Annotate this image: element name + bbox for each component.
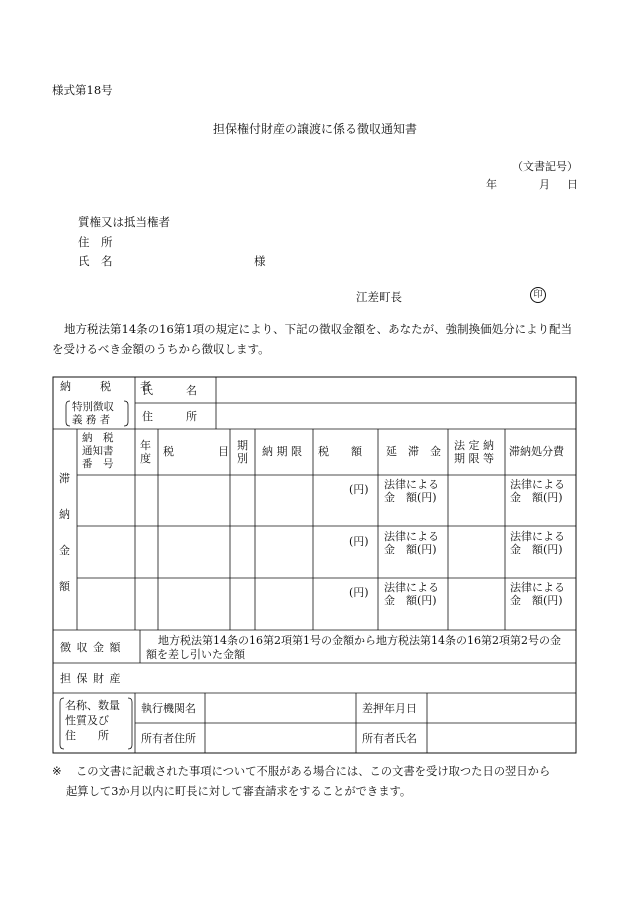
collateral-sub-1: 名称、数量: [65, 699, 120, 712]
col-notice-no-2: 通知書: [82, 445, 114, 457]
late-legal-1: 法律による: [384, 478, 439, 491]
name-label: 氏 名: [142, 384, 197, 397]
arrears-label-4: 額: [59, 580, 70, 593]
col-due: 納 期 限: [262, 445, 302, 458]
yen-unit: (円): [349, 483, 369, 496]
yen-unit: (円): [349, 535, 369, 548]
fees-legal-2: 金 額(円): [510, 594, 563, 607]
col-notice-no-3: 番 号: [82, 458, 114, 470]
form-number: 様式第18号: [52, 83, 113, 97]
address-label: 住 所: [142, 410, 197, 423]
col-year-1: 年: [140, 439, 151, 452]
document-title: 担保権付財産の譲渡に係る徴収通知書: [212, 122, 417, 136]
late-legal-2: 金 額(円): [384, 491, 437, 504]
fees-legal-1: 法律による: [510, 530, 565, 543]
collateral-sub-2: 性質及び: [65, 714, 109, 727]
date-year: 年: [486, 178, 497, 191]
note-mark: ※: [52, 765, 62, 778]
seizure-date-label: 差押年月日: [362, 702, 417, 715]
col-fees: 滞納処分費: [509, 445, 564, 458]
collateral-label: 担 保 財 産: [60, 672, 122, 685]
col-tax-item: 税 目: [163, 445, 229, 458]
col-statutory-1: 法 定 納: [454, 439, 494, 452]
col-year-2: 度: [140, 452, 151, 465]
exec-agency-label: 執行機関名: [141, 702, 196, 715]
fees-legal-2: 金 額(円): [510, 543, 563, 556]
late-legal-2: 金 額(円): [384, 543, 437, 556]
honorific: 様: [254, 254, 266, 268]
fees-legal-1: 法律による: [510, 478, 565, 491]
col-period-1: 期: [237, 439, 248, 452]
appeal-note: [52, 762, 592, 802]
collection-label: 徴 収 金 額: [60, 641, 122, 654]
owner-name-label: 所有者氏名: [362, 732, 417, 745]
seal-mark: 印: [530, 287, 546, 303]
col-late: 延 滞 金: [386, 445, 441, 458]
col-statutory-2: 期 限 等: [454, 452, 494, 465]
document-reference: （文書記号）: [512, 160, 578, 173]
late-legal-2: 金 額(円): [384, 594, 437, 607]
note-line-1: この文書に記載された事項について不服がある場合には、この文書を受け取つた日の翌日から: [76, 765, 551, 778]
taxpayer-label: 納 税 者: [60, 380, 160, 393]
sender-title: 江差町長: [356, 290, 402, 304]
col-amount: 税 額: [318, 445, 362, 458]
late-legal-1: 法律による: [384, 581, 439, 594]
body-text: 地方税法第14条の16第1項の規定により、下記の徴収金額を、あなたが、強制換価処分により配当を受けるべき金額のうちから徴収します。: [52, 322, 573, 356]
owner-address-label: 所有者住所: [141, 732, 196, 745]
arrears-label-1: 滞: [59, 472, 70, 485]
collection-text: 地方税法第14条の16第2項第1号の金額から地方税法第14条の16第2項第2号の金額を差し引いた金額: [146, 634, 561, 661]
col-period-2: 別: [237, 452, 248, 465]
special-collector-line1: 特別徴収: [72, 401, 114, 413]
date-day: 日: [567, 178, 578, 191]
late-legal-1: 法律による: [384, 530, 439, 543]
arrears-label-3: 金: [59, 544, 70, 557]
note-line-2: 起算して3か月以内に町長に対して審査請求をすることができます。: [66, 785, 412, 798]
addressee-label: 質権又は抵当権者: [78, 215, 170, 229]
arrears-label-2: 納: [59, 508, 70, 521]
yen-unit: (円): [349, 586, 369, 599]
collateral-sub-3: 住 所: [65, 729, 109, 742]
fees-legal-1: 法律による: [510, 581, 565, 594]
fees-legal-2: 金 額(円): [510, 491, 563, 504]
addressee-address-label: 住 所: [78, 235, 113, 249]
addressee-name-label: 氏 名: [78, 254, 113, 268]
date-month: 月: [539, 178, 550, 191]
col-notice-no-1: 納 税: [82, 432, 114, 444]
special-collector-line2: 義 務 者: [72, 414, 111, 426]
